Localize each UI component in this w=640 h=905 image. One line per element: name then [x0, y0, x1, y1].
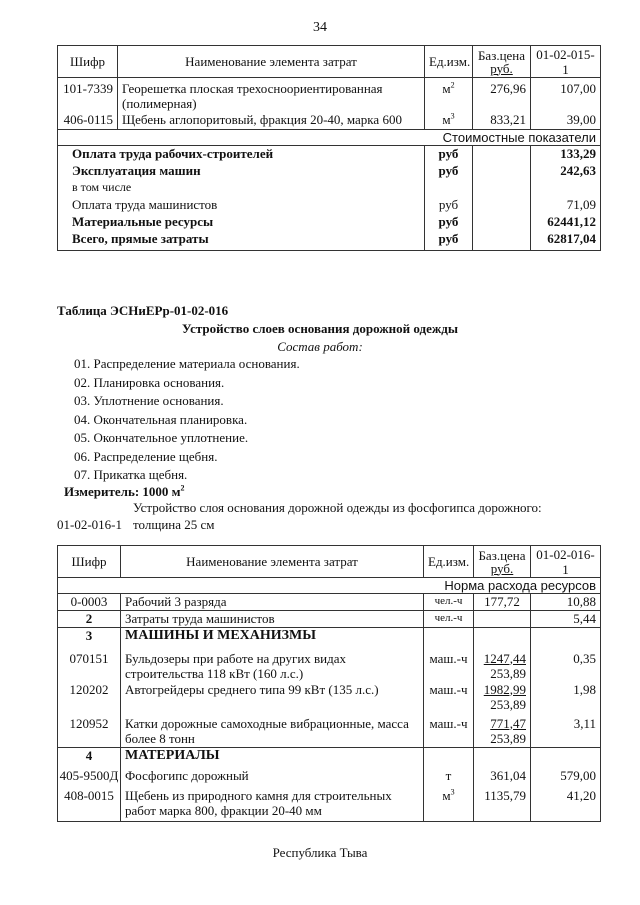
section-label-row: Норма расхода ресурсов — [58, 578, 601, 594]
header-code: Шифр — [58, 46, 118, 78]
header-unit: Ед.изм. — [424, 546, 474, 578]
table-header-row — [58, 46, 601, 78]
table-row: 101-7339 Георешетка плоская трехосноориентированная (полимерная) $м^2$ 276,96 107,00 — [58, 78, 601, 112]
item-code: 01-02-016-1 — [57, 517, 122, 532]
resource-table-01-02-016 — [57, 545, 601, 822]
cost-row: Оплата труда рабочих-строителей руб 133,29 — [58, 146, 601, 163]
header-norm: 01-02-016-1 — [531, 546, 601, 578]
work-item: 06. Распределение щебня. — [74, 448, 218, 464]
work-item: 02. Планировка основания. — [74, 374, 225, 390]
work-item: 04. Окончательная планировка. — [74, 411, 248, 427]
work-item: 01. Распределение материала основания. — [74, 356, 300, 371]
table-row: 120202 Автогрейдеры среднего типа 99 кВт (135 л.с.) маш.-ч 1982,99 253,89 1,98 — [58, 682, 601, 714]
header-norm: 01-02-015-1 — [531, 46, 601, 78]
group-row: 3 МАШИНЫ И МЕХАНИЗМЫ — [58, 628, 601, 648]
work-item: 07. Прикатка щебня. — [74, 467, 188, 482]
work-item: 03. Уплотнение основания. — [74, 393, 224, 408]
table-row: 0-0003 Рабочий 3 разряда чел.-ч 177,72 10,88 — [58, 594, 601, 611]
header-name: Наименование элемента затрат — [121, 546, 424, 578]
header-unit: Ед.изм. — [425, 46, 473, 78]
table-row: 406-0115 Щебень аглопоритовый, фракция 20-40, марка 600 $м^3$ 833,21 39,00 — [58, 112, 601, 130]
header-code: Шифр — [58, 546, 121, 578]
table-row: 070151 Бульдозеры при работе на других видах строительства 118 кВт (160 л.с.) маш.-ч 1247,44 253,89 0,35 — [58, 648, 601, 682]
section-label-row: Стоимостные показатели — [58, 130, 601, 146]
measure-unit: Измеритель: 1000 $м^2$ — [64, 483, 185, 499]
works-title: Состав работ: — [277, 339, 363, 354]
item-description: Устройство слоя основания дорожной одежды из фосфогипса дорожного: — [133, 500, 542, 515]
table-row: 408-0015 Щебень из природного камня для строительных работ марка 800, фракции 20-40 мм $м^3$ 1135,79 41,20 — [58, 788, 601, 822]
header-price: Баз.цена руб. — [474, 546, 531, 578]
item-thickness: толщина 25 см — [133, 517, 215, 532]
page-footer: Республика Тыва — [272, 845, 368, 860]
table-row: 2 Затраты труда машинистов чел.-ч 5,44 — [58, 611, 601, 628]
group-row: 4 МАТЕРИАЛЫ — [58, 748, 601, 768]
cost-row: в том числе — [58, 180, 601, 197]
cost-row: Материальные ресурсы руб 62441,12 — [58, 214, 601, 231]
page-number: 34 — [313, 20, 327, 35]
cost-table-01-02-015 — [57, 45, 601, 251]
cost-row: Эксплуатация машин руб 242,63 — [58, 163, 601, 180]
header-name: Наименование элемента затрат — [118, 46, 425, 78]
table-row: 405-9500Д Фосфогипс дорожный т 361,04 579,00 — [58, 768, 601, 788]
works-list — [74, 355, 300, 485]
header-price: Баз.цена руб. — [473, 46, 531, 78]
work-item: 05. Окончательное уплотнение. — [74, 430, 249, 445]
section-subtitle: Устройство слоев основания дорожной одежды — [181, 321, 459, 336]
cost-row: Оплата труда машинистов руб 71,09 — [58, 197, 601, 214]
table-header-row — [58, 546, 601, 578]
cost-row: Всего, прямые затраты руб 62817,04 — [58, 231, 601, 251]
table-title: Таблица ЭСНиЕРр-01-02-016 — [57, 303, 229, 318]
table-row: 120952 Катки дорожные самоходные вибрационные, масса более 8 тонн маш.-ч 771,47 253,89 3,11 — [58, 714, 601, 748]
